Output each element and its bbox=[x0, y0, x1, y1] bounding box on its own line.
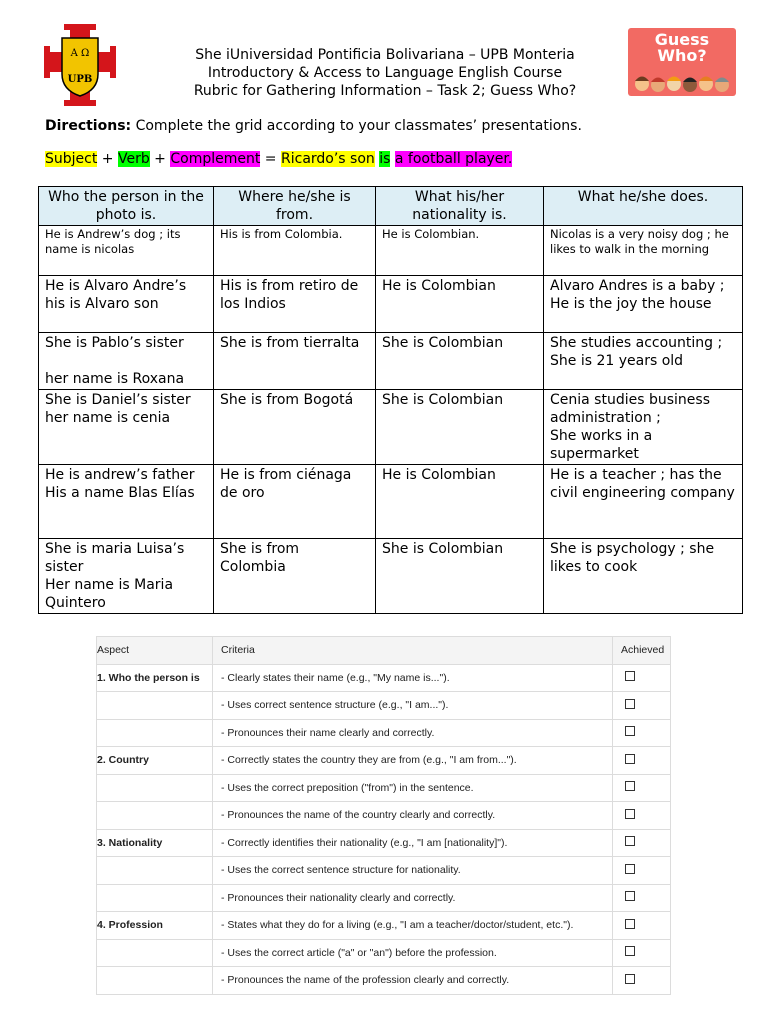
grid-cell: She is maria Luisa’s sister Her name is Maria Quintero bbox=[39, 539, 214, 614]
grid-cell: He is from ciénaga de oro bbox=[214, 465, 376, 539]
achieved-checkbox[interactable] bbox=[625, 809, 635, 819]
grid-cell: He is andrew’s father His a name Blas Elías bbox=[39, 465, 214, 539]
achieved-checkbox[interactable] bbox=[625, 836, 635, 846]
grid-cell: She is from Bogotá bbox=[214, 390, 376, 465]
rubric-criteria: - States what they do for a living (e.g., "I am a teacher/doctor/student, etc."). bbox=[213, 912, 613, 940]
achieved-checkbox[interactable] bbox=[625, 891, 635, 901]
rubric-header-1: Criteria bbox=[213, 637, 613, 665]
grid-cell: She is from tierralta bbox=[214, 333, 376, 390]
grid-cell: He is Colombian bbox=[376, 465, 544, 539]
grid-header-2: What his/her nationality is. bbox=[376, 187, 544, 226]
rubric-row bbox=[97, 939, 671, 967]
rubric-aspect bbox=[97, 802, 213, 830]
faces-illustration bbox=[628, 28, 736, 96]
grid-cell: He is a teacher ; has the civil engineering company bbox=[544, 465, 743, 539]
achieved-checkbox[interactable] bbox=[625, 699, 635, 709]
grid-row bbox=[39, 539, 743, 614]
svg-text:UPB: UPB bbox=[67, 74, 93, 85]
rubric-row bbox=[97, 719, 671, 747]
achieved-checkbox[interactable] bbox=[625, 781, 635, 791]
directions-label: Directions: bbox=[45, 118, 132, 134]
rubric-aspect bbox=[97, 857, 213, 885]
achieved-checkbox[interactable] bbox=[625, 671, 635, 681]
grid-cell: She is Colombian bbox=[376, 390, 544, 465]
grid-cell: Nicolas is a very noisy dog ; he likes to walk in the morning bbox=[544, 226, 743, 276]
example-complement: a football player. bbox=[394, 151, 513, 167]
grid-cell: She is Pablo’s sister her name is Roxana bbox=[39, 333, 214, 390]
rubric-achieved bbox=[613, 692, 671, 720]
rubric-criteria: - Correctly states the country they are from (e.g., "I am from..."). bbox=[213, 747, 613, 775]
rubric-header-0: Aspect bbox=[97, 637, 213, 665]
rubric-aspect bbox=[97, 884, 213, 912]
grid-row bbox=[39, 465, 743, 539]
rubric-criteria: - Uses the correct article ("a" or "an") before the profession. bbox=[213, 939, 613, 967]
rubric-aspect: 2. Country bbox=[97, 747, 213, 775]
rubric-achieved bbox=[613, 967, 671, 995]
rubric-aspect bbox=[97, 939, 213, 967]
rubric-row bbox=[97, 857, 671, 885]
grid-cell: Cenia studies business administration ; She works in a supermarket bbox=[544, 390, 743, 465]
rubric-achieved bbox=[613, 802, 671, 830]
rubric-criteria: - Pronounces their name clearly and correctly. bbox=[213, 719, 613, 747]
rubric-row bbox=[97, 967, 671, 995]
rubric-aspect: 4. Profession bbox=[97, 912, 213, 940]
rubric-criteria: - Pronounces their nationality clearly and correctly. bbox=[213, 884, 613, 912]
rubric-row bbox=[97, 774, 671, 802]
grid-cell: She is from Colombia bbox=[214, 539, 376, 614]
rubric-row bbox=[97, 884, 671, 912]
rubric-criteria: - Clearly states their name (e.g., "My name is..."). bbox=[213, 664, 613, 692]
sentence-formula: Subject + Verb + Complement = Ricardo’s son is a football player. bbox=[45, 151, 513, 167]
rubric-row bbox=[97, 912, 671, 940]
rubric-row bbox=[97, 829, 671, 857]
header-line-2: Introductory & Access to Language English Course bbox=[207, 65, 563, 81]
rubric-aspect bbox=[97, 967, 213, 995]
rubric-row bbox=[97, 664, 671, 692]
rubric-criteria: - Uses correct sentence structure (e.g., "I am..."). bbox=[213, 692, 613, 720]
rubric-achieved bbox=[613, 774, 671, 802]
grid-cell: His is from Colombia. bbox=[214, 226, 376, 276]
rubric-criteria: - Pronounces the name of the country clearly and correctly. bbox=[213, 802, 613, 830]
example-subject: Ricardo’s son bbox=[281, 151, 375, 167]
rubric-criteria: - Pronounces the name of the profession clearly and correctly. bbox=[213, 967, 613, 995]
achieved-checkbox[interactable] bbox=[625, 974, 635, 984]
rubric-row bbox=[97, 747, 671, 775]
directions bbox=[45, 118, 582, 134]
formula-subject: Subject bbox=[45, 151, 98, 167]
grid-cell: His is from retiro de los Indios bbox=[214, 276, 376, 333]
rubric-row bbox=[97, 802, 671, 830]
rubric-aspect bbox=[97, 719, 213, 747]
document-header bbox=[160, 46, 610, 100]
rubric-achieved bbox=[613, 857, 671, 885]
rubric-aspect bbox=[97, 692, 213, 720]
example-verb: is bbox=[379, 151, 391, 167]
achieved-checkbox[interactable] bbox=[625, 754, 635, 764]
achieved-checkbox[interactable] bbox=[625, 726, 635, 736]
rubric-achieved bbox=[613, 829, 671, 857]
header-line-3: Rubric for Gathering Information – Task 2; Guess Who? bbox=[193, 83, 577, 99]
grid-cell: He is Alvaro Andre’s his is Alvaro son bbox=[39, 276, 214, 333]
svg-text:A Ω: A Ω bbox=[70, 48, 90, 59]
grid-row bbox=[39, 226, 743, 276]
grid-cell: He is Colombian bbox=[376, 276, 544, 333]
grid-row bbox=[39, 333, 743, 390]
grid-cell: He is Andrew’s dog ; its name is nicolas bbox=[39, 226, 214, 276]
rubric-achieved bbox=[613, 884, 671, 912]
rubric-achieved bbox=[613, 939, 671, 967]
grid-cell: She is Colombian bbox=[376, 333, 544, 390]
information-grid bbox=[38, 186, 743, 614]
rubric-row bbox=[97, 692, 671, 720]
grid-header-0: Who the person in the photo is. bbox=[39, 187, 214, 226]
guess-who-badge: Guess Who? bbox=[628, 28, 736, 96]
formula-verb: Verb bbox=[117, 151, 150, 167]
rubric-achieved bbox=[613, 664, 671, 692]
achieved-checkbox[interactable] bbox=[625, 946, 635, 956]
grid-cell: She is Colombian bbox=[376, 539, 544, 614]
rubric-achieved bbox=[613, 912, 671, 940]
grid-cell: Alvaro Andres is a baby ; He is the joy the house bbox=[544, 276, 743, 333]
grid-header-1: Where he/she is from. bbox=[214, 187, 376, 226]
grid-row bbox=[39, 276, 743, 333]
achieved-checkbox[interactable] bbox=[625, 919, 635, 929]
achieved-checkbox[interactable] bbox=[625, 864, 635, 874]
rubric-criteria: - Correctly identifies their nationality (e.g., "I am [nationality]"). bbox=[213, 829, 613, 857]
grid-header-3: What he/she does. bbox=[544, 187, 743, 226]
grid-cell: She is Daniel’s sister her name is cenia bbox=[39, 390, 214, 465]
grid-cell: She is psychology ; she likes to cook bbox=[544, 539, 743, 614]
rubric-aspect: 1. Who the person is bbox=[97, 664, 213, 692]
rubric-header-2: Achieved bbox=[613, 637, 671, 665]
rubric-aspect bbox=[97, 774, 213, 802]
directions-text: Complete the grid according to your classmates’ presentations. bbox=[131, 118, 582, 134]
rubric-aspect: 3. Nationality bbox=[97, 829, 213, 857]
header-line-1: She iUniversidad Pontificia Bolivariana – UPB Monteria bbox=[195, 47, 575, 63]
grid-row bbox=[39, 390, 743, 465]
grid-cell: He is Colombian. bbox=[376, 226, 544, 276]
rubric-achieved bbox=[613, 719, 671, 747]
formula-complement: Complement bbox=[170, 151, 261, 167]
grid-cell: She studies accounting ; She is 21 years old bbox=[544, 333, 743, 390]
rubric-table bbox=[96, 636, 671, 995]
rubric-criteria: - Uses the correct sentence structure for nationality. bbox=[213, 857, 613, 885]
rubric-criteria: - Uses the correct preposition ("from") in the sentence. bbox=[213, 774, 613, 802]
upb-logo bbox=[44, 24, 116, 106]
rubric-achieved bbox=[613, 747, 671, 775]
